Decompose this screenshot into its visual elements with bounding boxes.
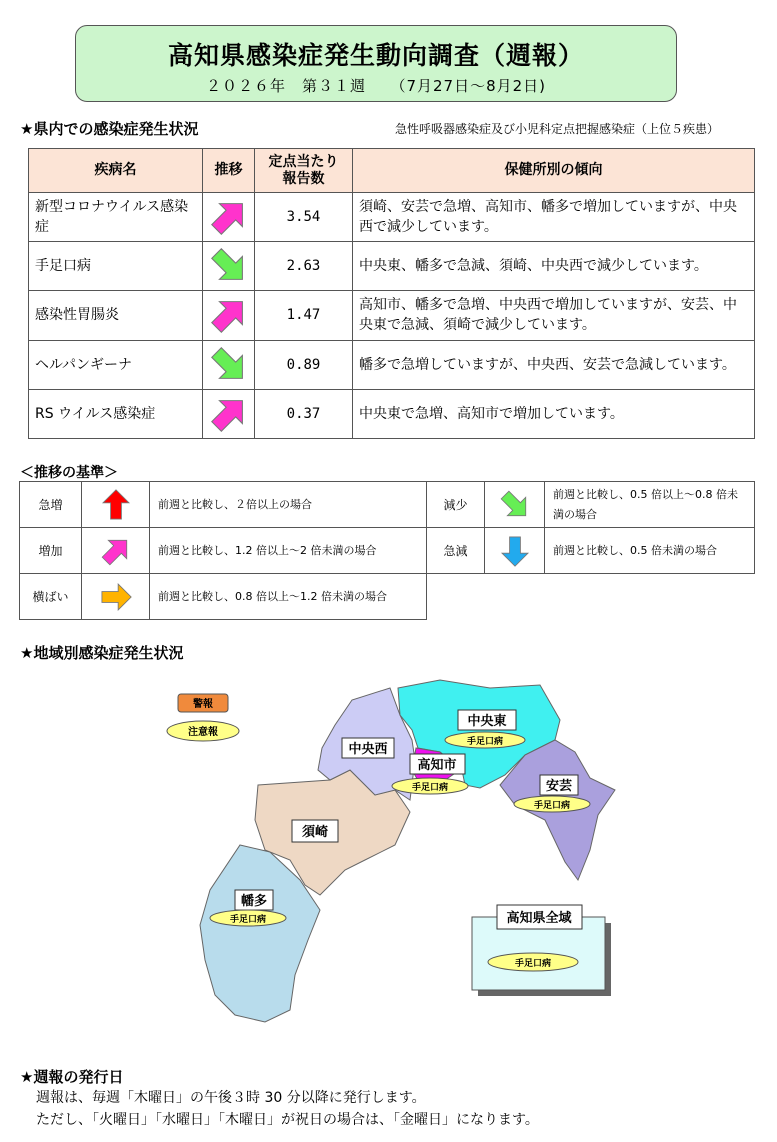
report-title: 高知県感染症発生動向調査（週報） — [167, 41, 584, 70]
decrease-arrow-icon — [499, 498, 531, 511]
basis-icon-cell — [82, 482, 150, 528]
trend-basis-title: ＜推移の基準＞ — [20, 465, 118, 481]
basis-label-decrease: 減少 — [427, 482, 485, 528]
disease-name: 感染性胃腸炎 — [29, 291, 203, 340]
basis-empty — [427, 574, 755, 620]
basis-row — [20, 528, 755, 574]
label-susaki — [292, 820, 338, 842]
col-header-rate — [255, 149, 353, 193]
basis-row — [20, 574, 755, 620]
trend-cell — [203, 389, 255, 438]
table-header-row — [29, 149, 755, 193]
disease-name: 新型コロナウイルス感染症 — [29, 193, 203, 242]
prefecture-name: 高知県全域 — [506, 911, 572, 926]
trend-cell — [203, 242, 255, 291]
basis-label-flat: 横ばい — [20, 574, 82, 620]
plunge-arrow-icon — [499, 544, 531, 557]
region-map — [0, 670, 777, 1030]
label-chuo-higashi-disease: 手足口病 — [466, 737, 504, 747]
increase-arrow-icon — [100, 544, 132, 557]
issue-day-heading: ★週報の発行日 — [20, 1068, 124, 1086]
increase-arrow-icon — [209, 307, 249, 323]
basis-icon-cell — [485, 528, 545, 574]
prefecture-disease: 手足口病 — [514, 959, 552, 969]
basis-desc-increase: 前週と比較し、1.2 倍以上～2 倍未満の場合 — [150, 528, 427, 574]
basis-desc-surge: 前週と比較し、２倍以上の場合 — [150, 482, 427, 528]
issue-day-line-2: ただし、「火曜日」「水曜日」「木曜日」が祝日の場合は、「金曜日」になります。 — [36, 1112, 539, 1128]
col-header-rate-label: 定点当たり報告数 — [268, 153, 339, 187]
basis-label-plunge: 急減 — [427, 528, 485, 574]
tendency-text: 中央東、幡多で急減、須崎、中央西で減少しています。 — [353, 242, 755, 291]
rate-value: 0.89 — [255, 340, 353, 389]
label-kochi-city-name: 高知市 — [417, 758, 457, 773]
table-row — [29, 193, 755, 242]
label-kochi-city-disease: 手足口病 — [411, 783, 449, 793]
label-chuo-nishi — [342, 738, 394, 758]
table-row — [29, 389, 755, 438]
flat-arrow-icon — [100, 590, 132, 603]
prefecture-box — [472, 905, 611, 996]
rate-value: 1.47 — [255, 291, 353, 340]
rate-value: 3.54 — [255, 193, 353, 242]
increase-arrow-icon — [209, 209, 249, 225]
trend-basis-table — [19, 481, 755, 620]
label-aki-disease: 手足口病 — [533, 801, 571, 811]
disease-name: RS ウイルス感染症 — [29, 389, 203, 438]
map-legend — [167, 694, 239, 741]
decrease-arrow-icon — [209, 357, 249, 373]
tendency-text: 高知市、幡多で急増、中央西で増加していますが、安芸、中央東で急減、須崎で減少しています。 — [353, 291, 755, 340]
label-chuo-nishi-name: 中央西 — [348, 742, 388, 757]
table-row — [29, 340, 755, 389]
disease-table — [28, 148, 755, 439]
basis-icon-cell — [82, 574, 150, 620]
advisory-legend-label: 注意報 — [188, 727, 218, 738]
table-row — [29, 242, 755, 291]
label-chuo-higashi-name: 中央東 — [467, 714, 507, 729]
report-period: ２０２６年 第３１週 （7月27日～8月2日) — [205, 77, 547, 95]
trend-cell — [203, 193, 255, 242]
basis-desc-decrease: 前週と比較し、0.5 倍以上～0.8 倍未満の場合 — [545, 482, 755, 528]
basis-desc-plunge: 前週と比較し、0.5 倍未満の場合 — [545, 528, 755, 574]
disease-name: 手足口病 — [29, 242, 203, 291]
table-row — [29, 291, 755, 340]
basis-label-increase: 増加 — [20, 528, 82, 574]
label-aki-name: 安芸 — [545, 779, 573, 794]
disease-name: ヘルパンギーナ — [29, 340, 203, 389]
tendency-text: 中央東で急増、高知市で増加しています。 — [353, 389, 755, 438]
increase-arrow-icon — [209, 406, 249, 422]
section-prefecture-heading: ★県内での感染症発生状況 — [20, 120, 199, 138]
basis-label-surge: 急増 — [20, 482, 82, 528]
basis-icon-cell — [485, 482, 545, 528]
label-hata-name: 幡多 — [240, 894, 268, 909]
section-prefecture-note: 急性呼吸器感染症及び小児科定点把握感染症（上位５疾患） — [395, 122, 720, 136]
rate-value: 0.37 — [255, 389, 353, 438]
tendency-text: 須崎、安芸で急増、高知市、幡多で増加していますが、中央西で減少しています。 — [353, 193, 755, 242]
tendency-text: 幡多で急増していますが、中央西、安芸で急減しています。 — [353, 340, 755, 389]
decrease-arrow-icon — [209, 258, 249, 274]
section-region-heading: ★地域別感染症発生状況 — [20, 644, 184, 662]
surge-arrow-icon — [100, 498, 132, 511]
label-susaki-name: 須崎 — [301, 825, 329, 840]
trend-cell — [203, 291, 255, 340]
trend-cell — [203, 340, 255, 389]
basis-row — [20, 482, 755, 528]
basis-desc-flat: 前週と比較し、0.8 倍以上～1.2 倍未満の場合 — [150, 574, 427, 620]
basis-icon-cell — [82, 528, 150, 574]
issue-day-line-1: 週報は、毎週「木曜日」の午後３時 30 分以降に発行します。 — [36, 1090, 426, 1106]
col-header-trend: 推移 — [203, 149, 255, 193]
rate-value: 2.63 — [255, 242, 353, 291]
report-header — [75, 25, 677, 102]
warning-legend-label: 警報 — [193, 699, 213, 710]
col-header-disease: 疾病名 — [29, 149, 203, 193]
label-hata-disease: 手足口病 — [229, 915, 267, 925]
col-header-tendency: 保健所別の傾向 — [353, 149, 755, 193]
